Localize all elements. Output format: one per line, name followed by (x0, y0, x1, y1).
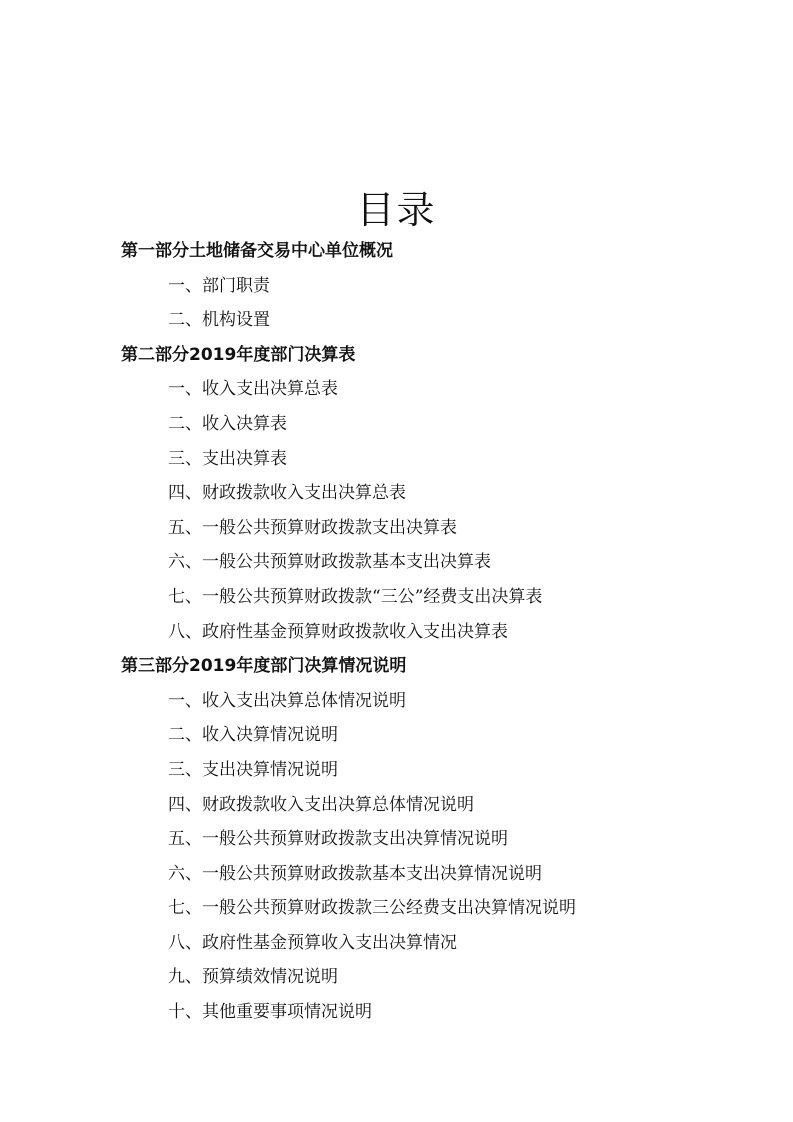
toc-item[interactable]: 八、政府性基金预算财政拨款收入支出决算表 (168, 621, 508, 642)
toc-item[interactable]: 七、一般公共预算财政拨款“三公”经费支出决算表 (168, 586, 543, 607)
toc-item[interactable]: 九、预算绩效情况说明 (168, 967, 338, 988)
toc-section-2 (0, 338, 793, 649)
toc-item[interactable]: 三、支出决算情况说明 (168, 759, 338, 780)
toc-item[interactable]: 四、财政拨款收入支出决算总表 (168, 483, 406, 504)
toc-item[interactable]: 七、一般公共预算财政拨款三公经费支出决算情况说明 (168, 898, 576, 919)
toc-section-heading[interactable]: 第二部分2019年度部门决算表 (121, 344, 356, 365)
toc-section-1 (0, 234, 793, 338)
toc-item[interactable]: 二、收入决算表 (168, 413, 287, 434)
page-title: 目录 (356, 188, 437, 232)
toc-item[interactable]: 六、一般公共预算财政拨款基本支出决算表 (168, 552, 491, 573)
toc-item[interactable]: 二、收入决算情况说明 (168, 725, 338, 746)
toc-section-heading[interactable]: 第三部分2019年度部门决算情况说明 (121, 656, 407, 677)
toc-item[interactable]: 八、政府性基金预算收入支出决算情况 (168, 932, 457, 953)
toc-item[interactable]: 一、收入支出决算总表 (168, 379, 338, 400)
table-of-contents (0, 234, 793, 1030)
toc-item[interactable]: 五、一般公共预算财政拨款支出决算表 (168, 517, 457, 538)
toc-item[interactable]: 一、部门职责 (168, 275, 270, 296)
toc-item[interactable]: 六、一般公共预算财政拨款基本支出决算情况说明 (168, 863, 542, 884)
toc-item[interactable]: 三、支出决算表 (168, 448, 287, 469)
toc-section-heading[interactable]: 第一部分土地储备交易中心单位概况 (121, 241, 393, 261)
toc-section-3 (0, 649, 793, 1030)
toc-item[interactable]: 一、收入支出决算总体情况说明 (168, 690, 406, 711)
toc-item[interactable]: 十、其他重要事项情况说明 (168, 1002, 372, 1023)
toc-item[interactable]: 四、财政拨款收入支出决算总体情况说明 (168, 794, 474, 815)
toc-item[interactable]: 二、机构设置 (168, 310, 270, 331)
toc-item[interactable]: 五、一般公共预算财政拨款支出决算情况说明 (168, 829, 508, 850)
